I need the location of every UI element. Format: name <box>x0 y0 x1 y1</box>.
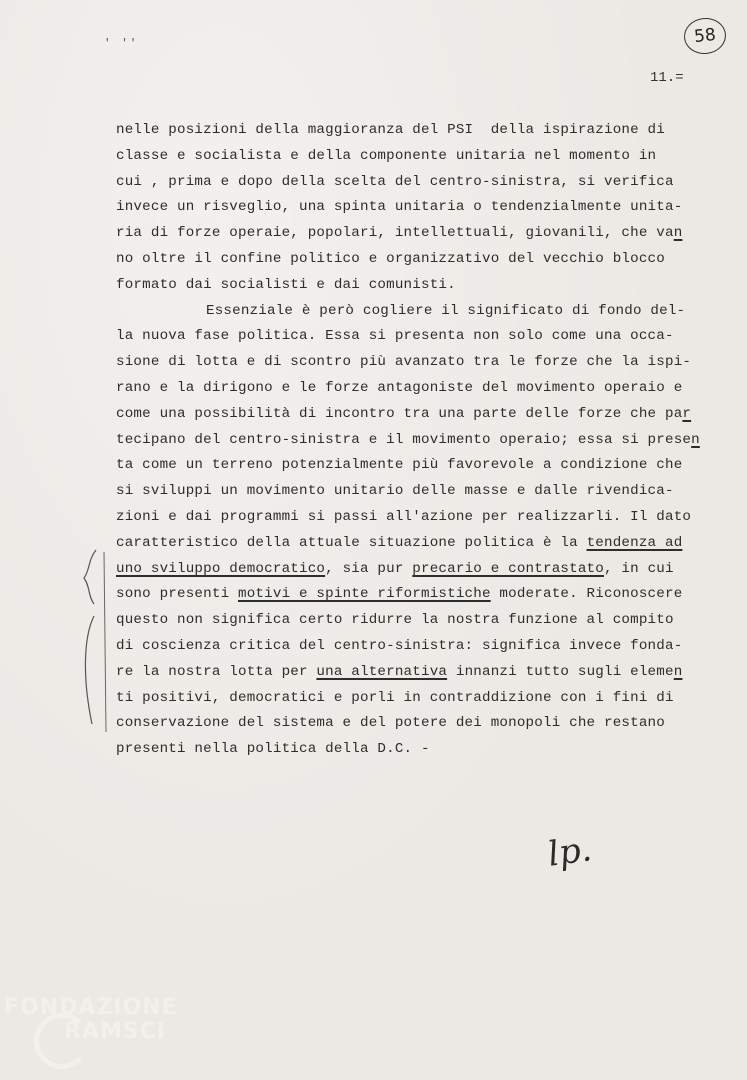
margin-bracket-mark <box>70 546 110 736</box>
text-line: ti positivi, democratici e porli in contraddizione con i fini di <box>116 689 674 706</box>
text-line: Essenziale è però cogliere il significato di fondo del- <box>206 302 686 319</box>
text-line: conservazione del sistema e del potere dei monopoli che restano <box>116 715 665 732</box>
page-stamp-number: 58 <box>682 16 728 56</box>
text-line: formato dai socialisti e dai comunisti. <box>116 276 456 293</box>
corner-mark: ' '' <box>104 38 139 50</box>
text-line: questo non significa certo ridurre la nostra funzione al compito <box>116 612 674 629</box>
text-line: la nuova fase politica. Essa si presenta non solo come una occa- <box>116 328 674 345</box>
body-text <box>116 118 700 763</box>
text-line: uno sviluppo democratico, sia pur precario e contrastato, in cui <box>116 560 674 577</box>
text-line: ria di forze operaie, popolari, intellettuali, giovanili, che van <box>116 225 683 242</box>
text-line: classe e socialista e della componente unitaria nel momento in <box>116 147 657 164</box>
text-line: tecipano del centro-sinistra e il movimento operaio; essa si presen <box>116 431 700 448</box>
text-line: presenti nella politica della D.C. - <box>116 741 430 758</box>
text-line: nelle posizioni della maggioranza del PSI della ispirazione di <box>116 122 665 138</box>
text-line: ta come un terreno potenzialmente più favorevole a condizione che <box>116 457 683 474</box>
text-line: di coscienza critica del centro-sinistra: significa invece fonda- <box>116 637 683 654</box>
archive-watermark: FONDAZIONE RAMSCI <box>4 995 184 1075</box>
text-line: sono presenti motivi e spinte riformistiche moderate. Riconoscere <box>116 586 683 603</box>
page-number: 11.= <box>650 70 684 86</box>
text-line: re la nostra lotta per una alternativa innanzi tutto sugli elemen <box>116 663 683 680</box>
text-line: come una possibilità di incontro tra una parte delle forze che par <box>116 405 692 422</box>
text-line: rano e la dirigono e le forze antagoniste del movimento operaio e <box>116 379 683 396</box>
text-line: si sviluppi un movimento unitario delle masse e dalle rivendica- <box>116 483 674 500</box>
text-line: caratteristico della attuale situazione politica è la tendenza ad <box>116 534 683 551</box>
handwritten-initials: lp. <box>545 829 595 875</box>
text-line: sione di lotta e di scontro più avanzato tra le forze che la ispi- <box>116 354 692 371</box>
text-line: zioni e dai programmi si passi all'azione per realizzarli. Il dato <box>116 508 692 525</box>
text-line: invece un risveglio, una spinta unitaria o tendenzialmente unita- <box>116 199 683 216</box>
text-line: no oltre il confine politico e organizzativo del vecchio blocco <box>116 250 665 267</box>
text-line: cui , prima e dopo della scelta del centro-sinistra, si verifica <box>116 173 674 190</box>
